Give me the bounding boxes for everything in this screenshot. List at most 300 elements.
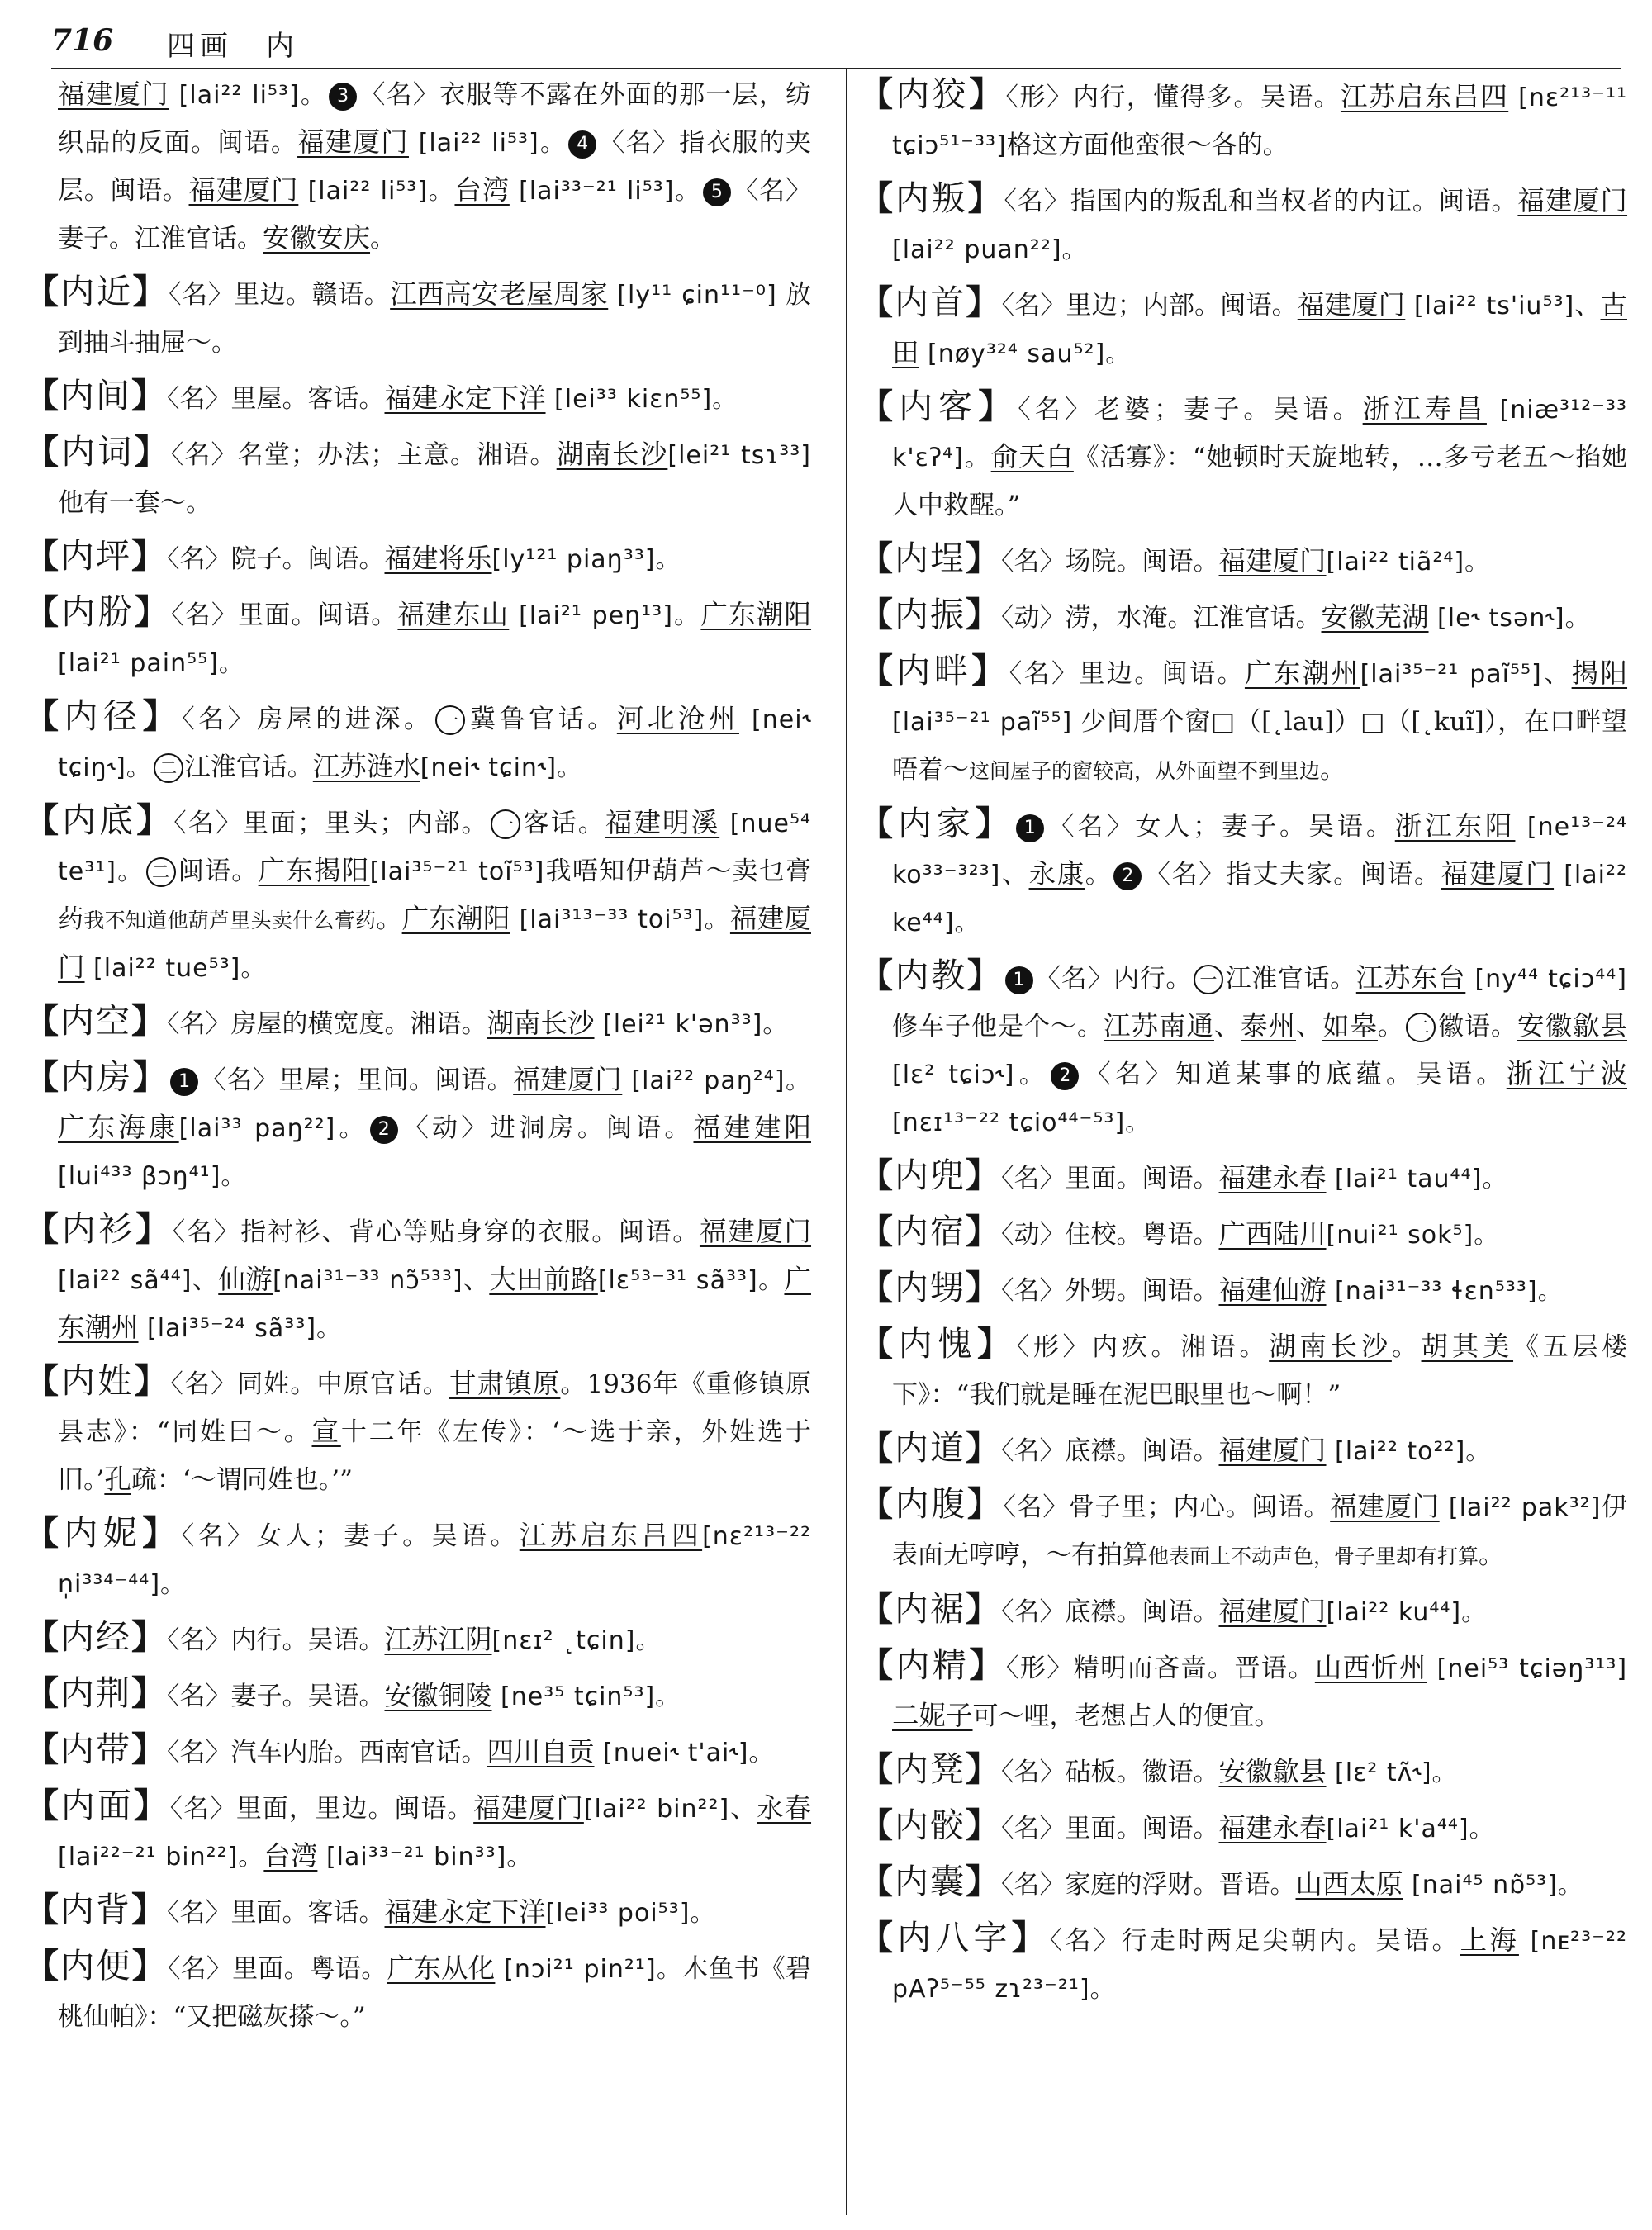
place-name: 福建厦门 (1517, 185, 1628, 216)
place-name: 泰州 (1240, 1010, 1296, 1041)
entry-text: 我唔知伊葫芦～卖乜膏药 (58, 856, 811, 934)
dictionary-entry (25, 268, 811, 367)
entry-text: 客话。 (521, 809, 605, 838)
pronunciation: [lai²²⁻²¹ bin²²]。 (58, 1843, 264, 1872)
pronunciation: [ly¹²¹ piaŋ³³]。 (491, 545, 681, 574)
entry-text: 〈名〉内行。 (1034, 964, 1192, 994)
place-name: 福建永春 (1218, 1812, 1327, 1843)
entry-headword: 【内姓】 (25, 1361, 171, 1401)
place-name: 福建永定下洋 (384, 382, 546, 414)
place-name: 福建厦门 (58, 903, 811, 983)
pronunciation: [lei²¹ tsɿ³³] (667, 441, 812, 470)
dialect-group-marker: 二 (1406, 1013, 1436, 1042)
dialect-group-marker: 一 (491, 809, 520, 839)
place-name: 浙江东阳 (1394, 810, 1516, 842)
entry-text: 〈名〉汽车内胎。西南官话。 (167, 1738, 487, 1767)
pronunciation: [lai²² li⁵³]。 (298, 177, 455, 206)
pronunciation: [lai²² puan²²]。 (892, 235, 1088, 264)
place-name: 河北沧州 (616, 703, 739, 734)
dialect-group-marker: 一 (435, 705, 465, 735)
entry-text: 疏：‘～谓同姓也。’” (131, 1465, 353, 1495)
sense-number: 2 (1051, 1062, 1079, 1090)
dictionary-entry (25, 1886, 811, 1937)
dictionary-entry (25, 1670, 811, 1720)
dictionary-entry (25, 429, 811, 527)
entry-text: 〈名〉房屋的进深。 (182, 705, 434, 734)
place-name: 福建厦门 (699, 1216, 812, 1247)
pronunciation: [lei³³ kiɛn⁵⁵]。 (545, 385, 738, 414)
dictionary-entry (859, 1802, 1627, 1853)
entry-headword: 【内道】 (859, 1428, 1001, 1468)
entry-text: 〈名〉场院。闽语。 (1001, 547, 1219, 576)
pronunciation: [nai³¹⁻³³ nɔ̃⁵³³] (273, 1266, 463, 1295)
place-name: 江苏江阴 (384, 1624, 492, 1655)
entry-text: 放到抽斗抽屉～。 (58, 280, 812, 358)
entry-headword: 【内首】 (859, 282, 1002, 322)
entry-text: 、 (1213, 1012, 1241, 1041)
pronunciation: [lɛ² tʌ̃˞]。 (1326, 1758, 1458, 1787)
place-name: 江苏东台 (1355, 962, 1466, 994)
dictionary-entry (859, 1642, 1627, 1740)
entry-text: 〈名〉里边。赣语。 (169, 280, 391, 310)
entry-text: 冀鲁官话。 (466, 705, 617, 734)
place-name: 广东潮州 (1244, 657, 1360, 689)
entry-headword: 【内振】 (859, 595, 1001, 634)
place-name: 四川自贡 (487, 1736, 595, 1767)
left-column (25, 71, 811, 2047)
entry-text: 〈名〉女人；妻子。吴语。 (181, 1521, 520, 1551)
pronunciation: [lai²² tiã²⁴]。 (1326, 548, 1491, 576)
entry-headword: 【内近】 (25, 272, 169, 311)
pronunciation: [lɛ⁵³⁻³¹ sã³³]。 (597, 1266, 785, 1295)
gloss-note: 我不知道他葫芦里头卖什么膏药 (83, 909, 377, 932)
entry-headword: 【内房】 (25, 1057, 169, 1097)
sense-number: 5 (703, 178, 731, 206)
entry-text: 〈形〉精明而吝啬。晋语。 (1005, 1654, 1315, 1683)
entry-headword: 【内宿】 (859, 1212, 1001, 1251)
entry-headword: 【内兜】 (859, 1155, 1001, 1195)
place-name: 福建厦门 (1218, 545, 1327, 576)
entry-text: 〈名〉指衬衫、背心等贴身穿的衣服。闽语。 (172, 1217, 700, 1247)
dictionary-entry (859, 1264, 1627, 1315)
place-name: 二妮子 (892, 1700, 973, 1731)
pronunciation: [lai³³⁻²¹ bin³³]。 (317, 1843, 533, 1872)
entry-text: 〈名〉妻子。吴语。 (167, 1682, 385, 1711)
entry-text: 他有一套～。 (58, 488, 211, 518)
pronunciation: [nei˞ tɕin˞]。 (420, 753, 583, 782)
place-name: 福建仙游 (1218, 1274, 1327, 1306)
entry-headword: 【内词】 (25, 432, 171, 472)
pronunciation: [nai³¹⁻³³ ɬɛn⁵³³]。 (1326, 1277, 1564, 1306)
sense-number: 1 (170, 1068, 198, 1096)
entry-text: 、 (729, 1794, 757, 1824)
entry-text: 伊表面无哼哼，～有拍算 (892, 1492, 1628, 1570)
dictionary-entry (859, 1914, 1627, 2013)
sense-number: 1 (1016, 814, 1044, 842)
entry-headword: 【内畔】 (859, 651, 1009, 690)
pronunciation: [lai²² ts'iu⁵³] (1405, 292, 1575, 320)
place-name: 广东揭阳 (258, 855, 370, 886)
entry-headword: 【内肦】 (25, 592, 171, 632)
entry-text: 〈名〉里边。闽语。 (1009, 659, 1245, 689)
entry-text: 〈名〉家庭的浮财。晋语。 (1001, 1870, 1296, 1900)
place-name: 安徽芜湖 (1321, 601, 1429, 633)
place-name: 山西忻州 (1314, 1652, 1427, 1683)
pronunciation: [lai²² li⁵³]。 (169, 81, 328, 110)
pronunciation: [lei³³ poi⁵³]。 (545, 1899, 716, 1928)
place-name: 福建永定下洋 (384, 1896, 546, 1928)
entry-headword: 【内骹】 (859, 1805, 1001, 1845)
dialect-group-marker: 一 (1194, 965, 1223, 994)
dictionary-entry (859, 71, 1627, 169)
place-name: 甘肃镇原 (449, 1368, 561, 1399)
place-name: 广东从化 (387, 1952, 496, 1984)
dictionary-entry (859, 1425, 1627, 1475)
pronunciation: [nᴇ²³⁻²² pAʔ⁵⁻⁵⁵ zɿ²³⁻²¹]。 (892, 1927, 1627, 2004)
pronunciation: [lai²¹ tau⁴⁴]。 (1326, 1165, 1508, 1193)
entry-headword: 【内精】 (859, 1645, 1006, 1685)
entry-text: 。 (376, 904, 402, 934)
place-name: 安徽歙县 (1517, 1010, 1627, 1041)
column-divider (846, 68, 847, 2215)
entry-text: 〈名〉指国内的叛乱和当权者的内讧。闽语。 (1004, 187, 1518, 216)
pronunciation: [lui⁴³³ βɔŋ⁴¹]。 (58, 1162, 247, 1191)
entry-headword: 【内妮】 (25, 1513, 182, 1553)
place-name: 揭阳 (1571, 657, 1628, 689)
entry-text: 〈动〉住校。粤语。 (1001, 1220, 1219, 1250)
entry-headword: 【内荆】 (25, 1673, 167, 1713)
pronunciation: [lai²² ku⁴⁴]。 (1326, 1598, 1488, 1627)
pronunciation: [niæ³¹²⁻³³ k'ɛʔ⁴]。 (892, 396, 1628, 472)
pronunciation: [nɔi²¹ pin²¹]。 (495, 1955, 683, 1984)
place-name: 福建厦门 (1441, 858, 1555, 890)
entry-text: 〈名〉里面，里边。闽语。 (169, 1794, 474, 1824)
page-number: 716 (51, 23, 114, 58)
dictionary-entry (25, 533, 811, 583)
entry-headword: 【内叛】 (859, 178, 1004, 218)
dictionary-entry (859, 535, 1627, 586)
place-name: 永康 (1028, 858, 1085, 890)
pronunciation: [lai³³⁻²¹ li⁵³]。 (509, 177, 701, 206)
pronunciation: [lai²² pak³²] (1439, 1493, 1602, 1522)
place-name: 孔 (104, 1464, 131, 1495)
pronunciation: [lei²¹ k'ən³³]。 (594, 1010, 789, 1039)
entry-headword: 【内经】 (25, 1617, 167, 1657)
dictionary-entry (859, 1746, 1627, 1796)
entry-text: 〈名〉同姓。中原官话。 (170, 1369, 450, 1399)
dictionary-entry (25, 71, 811, 263)
entry-headword: 【内背】 (25, 1890, 167, 1929)
pronunciation: [le˞ tsən˞]。 (1428, 604, 1591, 633)
place-name: 福建建阳 (693, 1112, 811, 1143)
entry-text: 少间厝个窗□（[˛lau]）□（[˛kuĩ]），在口畔望唔着～ (892, 707, 1627, 785)
pronunciation: [lai²² li⁵³]。 (408, 129, 567, 158)
entry-headword: 【内底】 (25, 800, 174, 840)
place-name: 江西高安老屋周家 (390, 278, 609, 310)
entry-text: 、 (1000, 860, 1029, 890)
gloss-note: 他表面上不动声色，骨子里却有打算 (1148, 1544, 1479, 1568)
pronunciation: [lɛ² tɕiɔ˞]。 (892, 1060, 1050, 1089)
pronunciation: [lai²¹ pain⁵⁵]。 (58, 649, 244, 678)
entry-headword: 【内腹】 (859, 1484, 1004, 1524)
entry-text: 〈名〉外甥。闽语。 (1001, 1276, 1219, 1306)
entry-headword: 【内凳】 (859, 1749, 1001, 1789)
entry-text: 〈名〉知道某事的底蕴。吴语。 (1080, 1060, 1507, 1089)
dictionary-entry (25, 693, 811, 791)
entry-text: 〈名〉内行。吴语。 (167, 1625, 385, 1655)
entry-text: 〈名〉骨子里；内心。闽语。 (1003, 1492, 1331, 1522)
dictionary-entry (859, 1858, 1627, 1909)
dictionary-entry (25, 1726, 811, 1777)
entry-text: 〈名〉里面。粤语。 (167, 1954, 387, 1984)
entry-text: 。 (1377, 1012, 1404, 1041)
entry-text: 。 (1391, 1332, 1422, 1362)
entry-headword: 【内间】 (25, 376, 167, 415)
entry-headword: 【内家】 (859, 804, 1014, 843)
pronunciation: [nai⁴⁵ nɒ̃⁵³]。 (1403, 1871, 1583, 1900)
entry-headword: 【内衫】 (25, 1209, 173, 1249)
entry-text: 。 (1085, 860, 1113, 890)
place-name: 福建厦门 (1218, 1435, 1327, 1466)
entry-text: 《活寡》：“她顿时天旋地转，…多亏老五～掐她人中救醒。” (892, 443, 1627, 520)
place-name: 福建厦门 (1297, 289, 1406, 320)
place-name: 福建厦门 (513, 1064, 623, 1095)
entry-text: 〈名〉里面；里头；内部。 (173, 809, 489, 838)
place-name: 安徽歙县 (1218, 1756, 1327, 1787)
place-name: 安徽安庆 (263, 222, 371, 254)
entry-headword: 【内坪】 (25, 536, 167, 576)
pronunciation: [nøy³²⁴ sau⁵²]。 (919, 339, 1132, 368)
pronunciation: [lai²² to²²]。 (1326, 1437, 1492, 1466)
place-name: 仙游 (218, 1264, 273, 1295)
pronunciation: [nue⁵⁴ te³¹]。 (58, 809, 812, 886)
entry-text: 江淮官话。 (1224, 964, 1356, 994)
entry-text: 〈名〉妻子。江淮官话。 (58, 176, 811, 254)
entry-headword: 【内面】 (25, 1786, 170, 1825)
place-name: 上海 (1460, 1924, 1519, 1956)
dictionary-entry (859, 1321, 1627, 1419)
entry-text: 〈名〉指衣服的夹层。闽语。 (58, 128, 812, 206)
entry-text: 〈名〉里屋；里间。闽语。 (200, 1065, 514, 1095)
entry-text: 〈名〉里面。闽语。 (1001, 1164, 1219, 1193)
place-name: 广东潮州 (58, 1264, 811, 1343)
entry-text: 、 (192, 1265, 219, 1295)
place-name: 永春 (757, 1792, 812, 1824)
entry-text: 十二年《左传》：‘～选于亲，外姓选于旧。’ (58, 1417, 811, 1495)
entry-headword: 【内裾】 (859, 1589, 1001, 1629)
place-name: 宣 (311, 1416, 341, 1447)
place-name: 广东潮阳 (700, 599, 812, 630)
dictionary-entry (25, 797, 811, 992)
place-name: 古田 (892, 289, 1627, 368)
pronunciation: [ny⁴⁴ tɕiɔ⁴⁴] (1465, 965, 1628, 994)
entry-text: 〈名〉老婆；妻子。吴语。 (1018, 395, 1363, 425)
pronunciation: [nei⁵³ tɕiəŋ³¹³] (1427, 1654, 1628, 1683)
sense-number: 1 (1005, 966, 1033, 994)
dictionary-entry (25, 1614, 811, 1664)
entry-headword: 【内客】 (859, 387, 1018, 426)
pronunciation: [nui²¹ sok⁵]。 (1326, 1221, 1500, 1250)
dictionary-entry (25, 1943, 811, 2041)
place-name: 大田前路 (489, 1264, 598, 1295)
gloss-note: 这间屋子的窗较高，从外面望不到里边 (969, 759, 1321, 783)
entry-text: 〈形〉内行，懂得多。吴语。 (1005, 83, 1341, 112)
entry-text: 〈名〉里屋。客话。 (167, 384, 385, 414)
entry-text: 〈名〉里面。闽语。 (1001, 1814, 1219, 1843)
entry-headword: 【内愧】 (859, 1324, 1017, 1364)
entry-text: 。 (1479, 1540, 1505, 1570)
dialect-group-marker: 二 (146, 857, 176, 887)
dictionary-entry (859, 1208, 1627, 1259)
place-name: 安徽铜陵 (384, 1680, 492, 1711)
entry-headword: 【内教】 (859, 956, 1004, 995)
entry-text: 、 (463, 1265, 490, 1295)
entry-text: 〈名〉指丈夫家。闽语。 (1143, 860, 1441, 890)
pronunciation: [nuei˞ t'ai˞]。 (594, 1739, 775, 1767)
pronunciation: [nei˞ tɕiŋ˞]。 (58, 705, 812, 782)
pronunciation: [lai²² tue⁵³]。 (84, 954, 267, 983)
sense-number: 4 (568, 130, 596, 159)
entry-text: 〈名〉砧板。徽语。 (1001, 1758, 1219, 1787)
entry-text: 木鱼书《碧桃仙帕》：“又把磁灰搽～。” (58, 1954, 812, 2032)
pronunciation: [lai²¹ k'a⁴⁴]。 (1326, 1815, 1495, 1843)
place-name: 江苏启东吕四 (1340, 81, 1509, 112)
entry-text: 〈名〉名堂；办法；主意。湘语。 (170, 440, 557, 470)
entry-headword: 【内甥】 (859, 1268, 1001, 1307)
place-name: 台湾 (454, 174, 510, 206)
dictionary-entry (859, 1481, 1627, 1580)
sense-number: 2 (370, 1116, 398, 1144)
dictionary-entry (25, 998, 811, 1048)
header-rule (51, 68, 1621, 69)
entry-text: 格这方面他蛮很～各的。 (1006, 130, 1289, 160)
entry-text: 、 (1295, 1012, 1322, 1041)
entry-text: 修车子他是个～。 (892, 1012, 1104, 1041)
pronunciation: [lai²² sã⁴⁴] (58, 1266, 192, 1295)
place-name: 山西太原 (1295, 1868, 1403, 1900)
pronunciation: [ne¹³⁻²⁴ ko³³⁻³²³] (892, 813, 1628, 890)
dictionary-entry (859, 1152, 1627, 1203)
place-name: 福建厦门 (1330, 1491, 1440, 1522)
place-name: 如皋 (1322, 1010, 1378, 1041)
dictionary-entry (25, 1782, 811, 1881)
place-name: 浙江宁波 (1506, 1058, 1627, 1089)
dictionary-entry (859, 591, 1627, 642)
place-name: 胡其美 (1421, 1331, 1514, 1362)
pronunciation: [lai²² bin²²] (583, 1795, 730, 1824)
entry-headword: 【内便】 (25, 1946, 168, 1986)
place-name: 湖南长沙 (487, 1008, 595, 1039)
entry-text: 徽语。 (1436, 1012, 1517, 1041)
pronunciation: [lai²² paŋ²⁴]。 (622, 1066, 812, 1095)
entry-headword: 【内埕】 (859, 539, 1001, 578)
pronunciation: [nɛ²¹³⁻¹¹ tɕiɔ⁵¹⁻³³] (892, 83, 1628, 160)
dictionary-entry (859, 648, 1627, 795)
entry-headword: 【内带】 (25, 1729, 167, 1769)
entry-text: 〈名〉里面。客话。 (167, 1898, 385, 1928)
place-name: 福建厦门 (1218, 1596, 1327, 1627)
pronunciation: [lai³⁵⁻²¹ paĩ⁵⁵] (892, 708, 1073, 737)
pronunciation: [lai²² ke⁴⁴]。 (892, 861, 1628, 937)
pronunciation: [nɛ²¹³⁻²² n̩i³³⁴⁻⁴⁴]。 (58, 1522, 811, 1599)
pronunciation: [ly¹¹ ɕin¹¹⁻⁰] (608, 281, 777, 310)
dictionary-entry (25, 1054, 811, 1200)
entry-text: 。1936年《重修镇原县志》：“同姓曰～。 (58, 1369, 812, 1447)
place-name: 福建明溪 (605, 807, 720, 838)
place-name: 湖南长沙 (556, 439, 668, 470)
place-name: 广东海康 (58, 1112, 179, 1143)
place-name: 福建东山 (397, 599, 510, 630)
place-name: 福建厦门 (188, 174, 299, 206)
entry-text: 〈名〉里面。闽语。 (170, 600, 398, 630)
place-name: 俞天白 (990, 441, 1074, 472)
pronunciation: [lai³⁵⁻²¹ paĩ⁵⁵] (1360, 660, 1542, 689)
dictionary-entry (859, 1586, 1627, 1636)
place-name: 福建厦门 (58, 78, 169, 110)
entry-text: 闽语。 (177, 856, 259, 886)
pronunciation: [lai²¹ peŋ¹³]。 (509, 601, 701, 630)
right-column (859, 71, 1627, 2019)
entry-headword: 【内径】 (25, 696, 183, 736)
entry-text: 、 (1574, 291, 1601, 320)
dictionary-entry (859, 952, 1627, 1146)
place-name: 江苏南通 (1103, 1010, 1214, 1041)
pronunciation: [nɛɪ¹³⁻²² tɕio⁴⁴⁻⁵³]。 (892, 1108, 1151, 1137)
pronunciation: [lai³⁵⁻²¹ toĩ⁵³] (369, 857, 545, 886)
entry-text: 〈形〉内疚。湘语。 (1016, 1332, 1270, 1362)
place-name: 江苏涟水 (312, 751, 420, 782)
dictionary-entry (859, 279, 1627, 377)
place-name: 浙江寿昌 (1362, 393, 1487, 425)
entry-text: 〈动〉涝，水淹。江淮官话。 (1001, 603, 1322, 633)
section-title: 四画 内 (167, 30, 299, 63)
pronunciation: [ne³⁵ tɕin⁵³]。 (491, 1682, 681, 1711)
dictionary-entry (859, 175, 1627, 273)
entry-text: 《五层楼下》：“我们就是睡在泥巴眼里也～啊！” (892, 1332, 1628, 1410)
entry-text: 〈名〉底襟。闽语。 (1001, 1597, 1219, 1627)
place-name: 江苏启东吕四 (519, 1520, 703, 1551)
entry-headword: 【内狡】 (859, 74, 1006, 114)
page-header (51, 23, 1621, 66)
entry-text: 〈名〉底襟。闽语。 (1001, 1436, 1219, 1466)
pronunciation: [lai³⁵⁻²⁴ sã³³]。 (138, 1314, 343, 1343)
entry-text: 〈名〉房屋的横宽度。湘语。 (167, 1009, 487, 1039)
place-name: 湖南长沙 (1269, 1331, 1392, 1362)
dialect-group-marker: 二 (154, 753, 183, 783)
dictionary-entry (25, 1358, 811, 1504)
entry-headword: 【内空】 (25, 1001, 167, 1041)
entry-text: 〈名〉院子。闽语。 (167, 544, 385, 574)
dictionary-entry (25, 372, 811, 423)
entry-text: 〈名〉里边；内部。闽语。 (1001, 291, 1298, 320)
dictionary-entry (859, 383, 1627, 529)
place-name: 台湾 (263, 1840, 318, 1872)
entry-headword: 【内囊】 (859, 1862, 1001, 1901)
dictionary-entry (25, 1206, 811, 1352)
entry-text: 〈名〉女人；妻子。吴语。 (1045, 812, 1395, 842)
pronunciation: [lai³³ paŋ²²]。 (178, 1114, 368, 1143)
entry-text: 〈动〉进洞房。闽语。 (399, 1113, 694, 1143)
entry-headword: 【内八字】 (859, 1918, 1050, 1957)
entry-text: 〈名〉衣服等不露在外面的那一层，纺织品的反面。闽语。 (58, 80, 811, 158)
place-name: 福建将乐 (384, 543, 492, 574)
entry-text: 、 (1541, 659, 1572, 689)
pronunciation: [lai³¹³⁻³³ toi⁵³]。 (510, 905, 730, 934)
entry-text: 。 (1320, 755, 1346, 785)
entry-text: 可～哩，老想占人的便宜。 (972, 1701, 1280, 1731)
place-name: 福建永春 (1218, 1162, 1327, 1193)
place-name: 广东潮阳 (401, 903, 510, 934)
